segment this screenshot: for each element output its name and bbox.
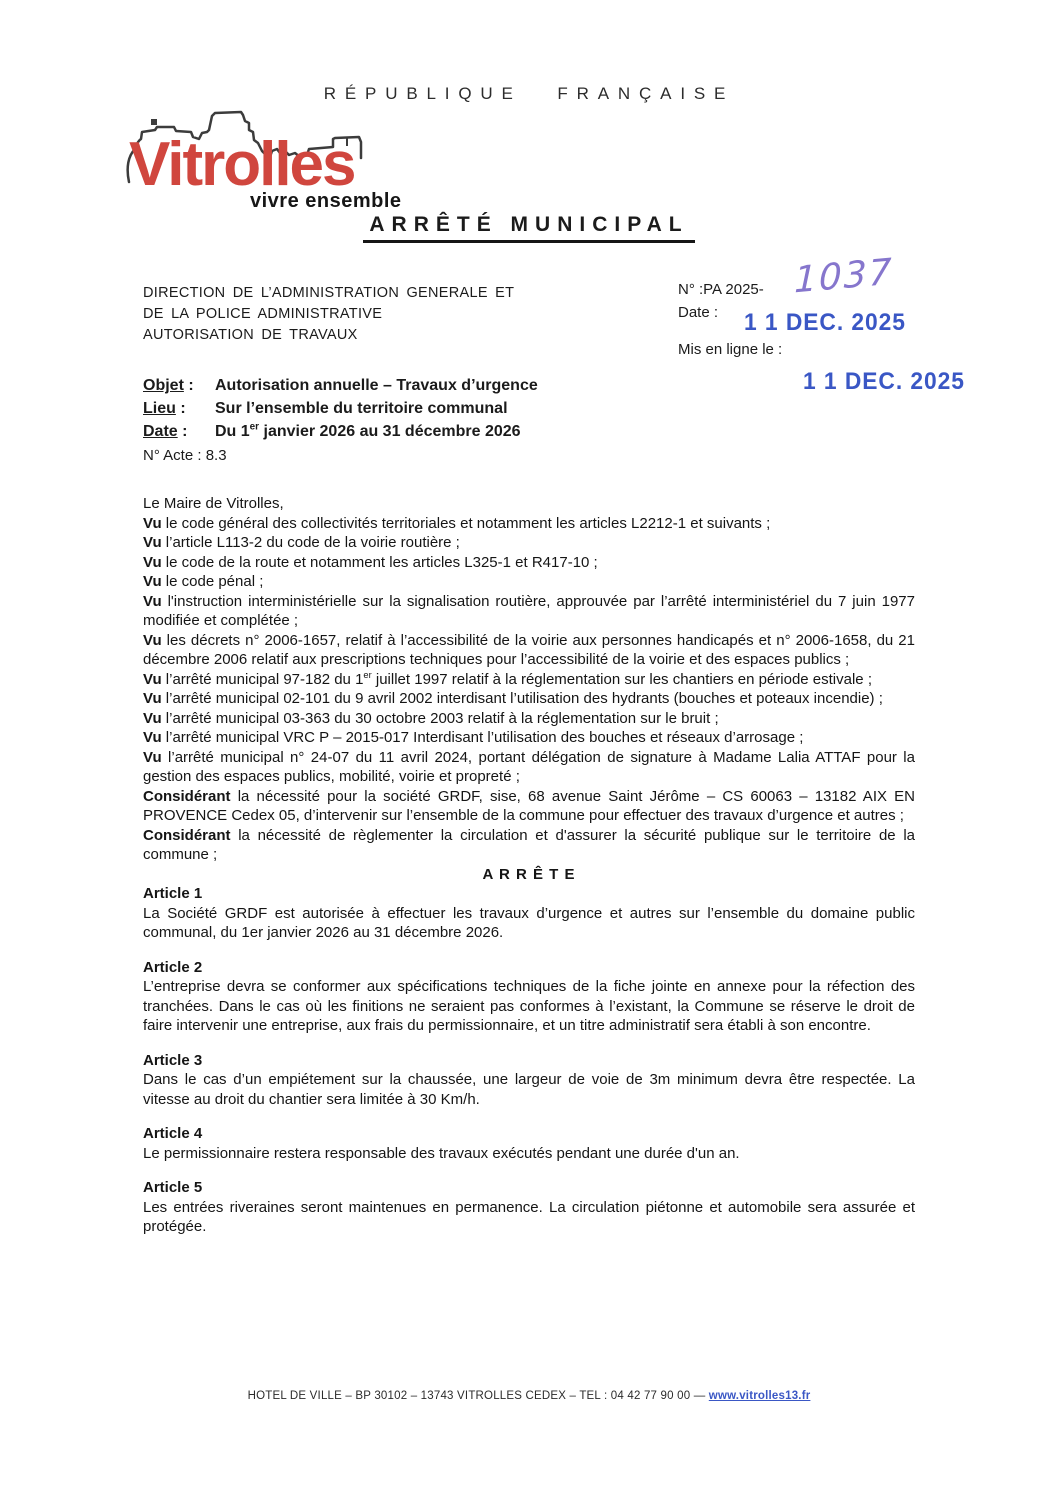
recital: Considérant la nécessité de règlementer la circulation et d'assurer la sécurité publique sur le territoire de la commune ; — [143, 826, 915, 863]
recital: Vu l’arrêté municipal 97-182 du 1er juillet 1997 relatif à la réglementation sur les chantiers en période estivale ; — [143, 669, 872, 688]
lieu-label: Lieu — [143, 400, 176, 417]
acte-number: N° Acte : 8.3 — [143, 447, 227, 464]
subject-objet-row: Objet : Autorisation annuelle – Travaux d’urgence — [143, 374, 538, 397]
reference-number-label: N° :PA 2025- — [678, 281, 764, 298]
subject-date-row: Date : Du 1er janvier 2026 au 31 décembre 2026 — [143, 420, 538, 443]
footer — [0, 1390, 1058, 1402]
recital: Vu les décrets n° 2006-1657, relatif à l’accessibilité de la voirie aux personnes handicapés et n° 2006-1658, du 21 décembre 2006 relatif aux prescriptions techniques pour l’accessibilité de la voirie et des espaces publics ; — [143, 631, 915, 668]
article-text: La Société GRDF est autorisée à effectuer les travaux d’urgence et autres sur l’ensemble du domaine public communal, du 1er janvier 2026 au 31 décembre 2026. — [143, 904, 915, 941]
recital: Vu le code général des collectivités territoriales et notamment les articles L2212-1 et suivants ; — [143, 514, 771, 532]
recital: Vu l’arrêté municipal VRC P – 2015-017 Interdisant l’utilisation des bouches et réseaux d’arrosage ; — [143, 729, 804, 746]
recital: Vu le code de la route et notamment les articles L325-1 et R417-10 ; — [143, 553, 598, 571]
article-5 — [143, 1178, 915, 1237]
online-date-stamp: 1 1 DEC. 2025 — [803, 368, 965, 395]
article-text: L’entreprise devra se conformer aux spécifications techniques de la fiche jointe en annexe pour la réfection des tranchées. Dans le cas où les finitions ne seraient pas conformes à l’existant, la Commune se réserve le droit de faire intervenir une entreprise, aux frais du permissionnaire, et un titre administratif sera établi à son encontre. — [143, 978, 915, 1034]
article-title: Article 1 — [143, 885, 203, 902]
objet-label: Objet — [143, 377, 184, 394]
arrete-heading: A R R Ê T E — [482, 865, 576, 883]
republique-francaise-heading: RÉPUBLIQUE FRANÇAISE — [323, 84, 735, 103]
recital: Vu l’article L113-2 du code de la voirie routière ; — [143, 534, 460, 551]
article-text: Dans le cas d’un empiétement sur la chaussée, une largeur de voie de 3m minimum devra être respectée. La vitesse au droit du chantier sera limitée à 30 Km/h. — [143, 1071, 915, 1108]
article-text: Le permissionnaire restera responsable des travaux exécutés pendant une durée d'un an. — [143, 1144, 740, 1162]
article-title: Article 4 — [143, 1125, 203, 1142]
recital: Vu l’arrêté municipal 03-363 du 30 octobre 2003 relatif à la réglementation sur le bruit ; — [143, 709, 719, 727]
article-title: Article 2 — [143, 958, 203, 976]
vitrolles-logo — [105, 104, 445, 219]
article-1 — [143, 884, 915, 943]
online-date-label: Mis en ligne le : — [678, 341, 783, 358]
date-range-value: Du 1er janvier 2026 au 31 décembre 2026 — [215, 421, 521, 440]
issuer-line: DE LA POLICE ADMINISTRATIVE — [143, 306, 383, 322]
article-4 — [143, 1124, 915, 1163]
issuer-line: DIRECTION DE L’ADMINISTRATION GENERALE ET — [143, 285, 515, 301]
footer-address: HOTEL DE VILLE – BP 30102 – 13743 VITROLLES CEDEX – TEL : 04 42 77 90 00 — — [247, 1390, 709, 1402]
logo-tagline: vivre ensemble — [250, 190, 402, 212]
recital: Vu l'instruction interministérielle sur la signalisation routière, approuvée par l’arrêté interministériel du 7 juin 1977 modifiée et complétée ; — [143, 592, 915, 629]
document-title: ARRÊTÉ MUNICIPAL — [0, 213, 1058, 243]
date-range-label: Date — [143, 423, 178, 440]
article-title: Article 5 — [143, 1179, 203, 1196]
subject-lieu-row: Lieu : Sur l’ensemble du territoire communal — [143, 397, 538, 420]
recital: Vu l’arrêté municipal 02-101 du 9 avril 2002 interdisant l’utilisation des hydrants (bouches et poteaux incendie) ; — [143, 690, 883, 707]
lieu-value: Sur l’ensemble du territoire communal — [215, 400, 508, 417]
document-body — [143, 494, 915, 1237]
article-3 — [143, 1051, 915, 1110]
footer-website-link[interactable]: www.vitrolles13.fr — [708, 1390, 811, 1402]
date-stamp: 1 1 DEC. 2025 — [744, 309, 906, 336]
salutation: Le Maire de Vitrolles, — [143, 495, 284, 512]
recital: Vu le code pénal ; — [143, 573, 264, 590]
objet-value: Autorisation annuelle – Travaux d’urgence — [215, 377, 538, 394]
article-2 — [143, 958, 915, 1036]
recital: Vu l’arrêté municipal n° 24-07 du 11 avril 2024, portant délégation de signature à Madame Lalia ATTAF pour la gestion des espaces publics, mobilité, voirie et propreté ; — [143, 748, 915, 785]
recital: Considérant la nécessité pour la société GRDF, sise, 68 avenue Saint Jérôme – CS 60063 – 13182 AIX EN PROVENCE Cedex 05, d’intervenir sur l’ensemble de la commune pour effectuer des travaux d’urgence et autres ; — [143, 787, 915, 824]
date-label: Date : — [678, 304, 719, 321]
article-title: Article 3 — [143, 1051, 203, 1069]
article-text: Les entrées riveraines seront maintenues en permanence. La circulation piétonne et automobile sera assurée et protégée. — [143, 1198, 915, 1235]
issuer-line: AUTORISATION DE TRAVAUX — [143, 327, 358, 343]
reference-number-handwritten: 1037 — [793, 251, 894, 302]
issuing-department — [143, 283, 514, 346]
logo-wordmark: Vitrolles — [129, 130, 355, 199]
subject-block — [143, 374, 538, 467]
